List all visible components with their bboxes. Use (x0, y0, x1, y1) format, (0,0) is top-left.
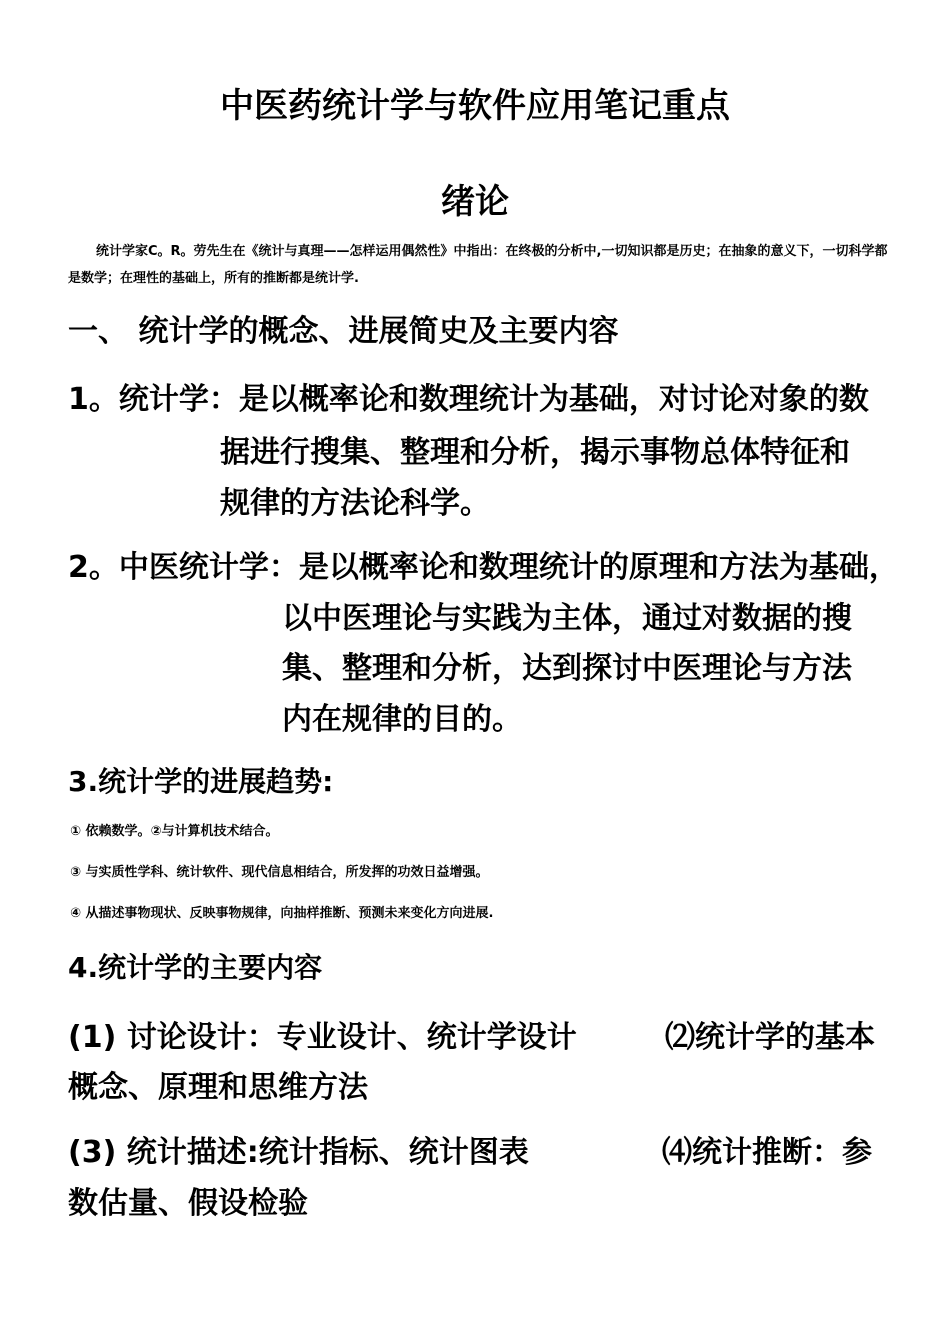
item4-heading: 4.统计学的主要内容 (68, 951, 323, 984)
trend-point-1: ① 依赖数学。②与计算机技术结合。 (70, 824, 279, 839)
item2-line2: 以中医理论与实践为主体，通过对数据的搜 (282, 601, 852, 636)
content-row1-right: ⑵统计学的基本 (665, 1020, 875, 1055)
item1-line2: 据进行搜集、整理和分析，揭示事物总体特征和 (220, 435, 850, 470)
item3-heading: 3.统计学的进展趋势: (68, 765, 334, 798)
chapter-title: 绪论 (441, 182, 509, 222)
content-row2-right: ⑷统计推断：参 (662, 1135, 872, 1170)
content-row2-continuation: 数估量、假设检验 (68, 1186, 308, 1221)
item2-line1: 2。中医统计学：是以概率论和数理统计的原理和方法为基础， (68, 550, 899, 585)
trend-point-3: ④ 从描述事物现状、反映事物规律，向抽样推断、预测未来变化方向进展. (70, 906, 494, 921)
item1-line3: 规律的方法论科学。 (220, 486, 490, 521)
trend-point-2: ③ 与实质性学科、统计软件、现代信息相结合，所发挥的功效日益增强。 (70, 865, 489, 880)
item2-line3: 集、整理和分析，达到探讨中医理论与方法 (282, 651, 852, 686)
content-row2-left: (3) 统计描述:统计指标、统计图表 (68, 1135, 529, 1170)
content-row1-continuation: 概念、原理和思维方法 (68, 1070, 368, 1105)
section-heading: 一、 统计学的概念、进展简史及主要内容 (68, 314, 619, 349)
content-row1-left: (1) 讨论设计：专业设计、统计学设计 (68, 1020, 577, 1055)
intro-quote: 统计学家C。R。劳先生在《统计与真理——怎样运用偶然性》中指出：在终极的分析中,一切知识都是历史；在抽象的意义下，一切科学都是数学；在理性的基础上，所有的推断都是统计学. (68, 244, 888, 286)
item1-line1: 1。统计学：是以概率论和数理统计为基础，对讨论对象的数 (68, 382, 869, 417)
document-title: 中医药统计学与软件应用笔记重点 (220, 86, 730, 126)
item2-line4: 内在规律的目的。 (282, 702, 522, 737)
